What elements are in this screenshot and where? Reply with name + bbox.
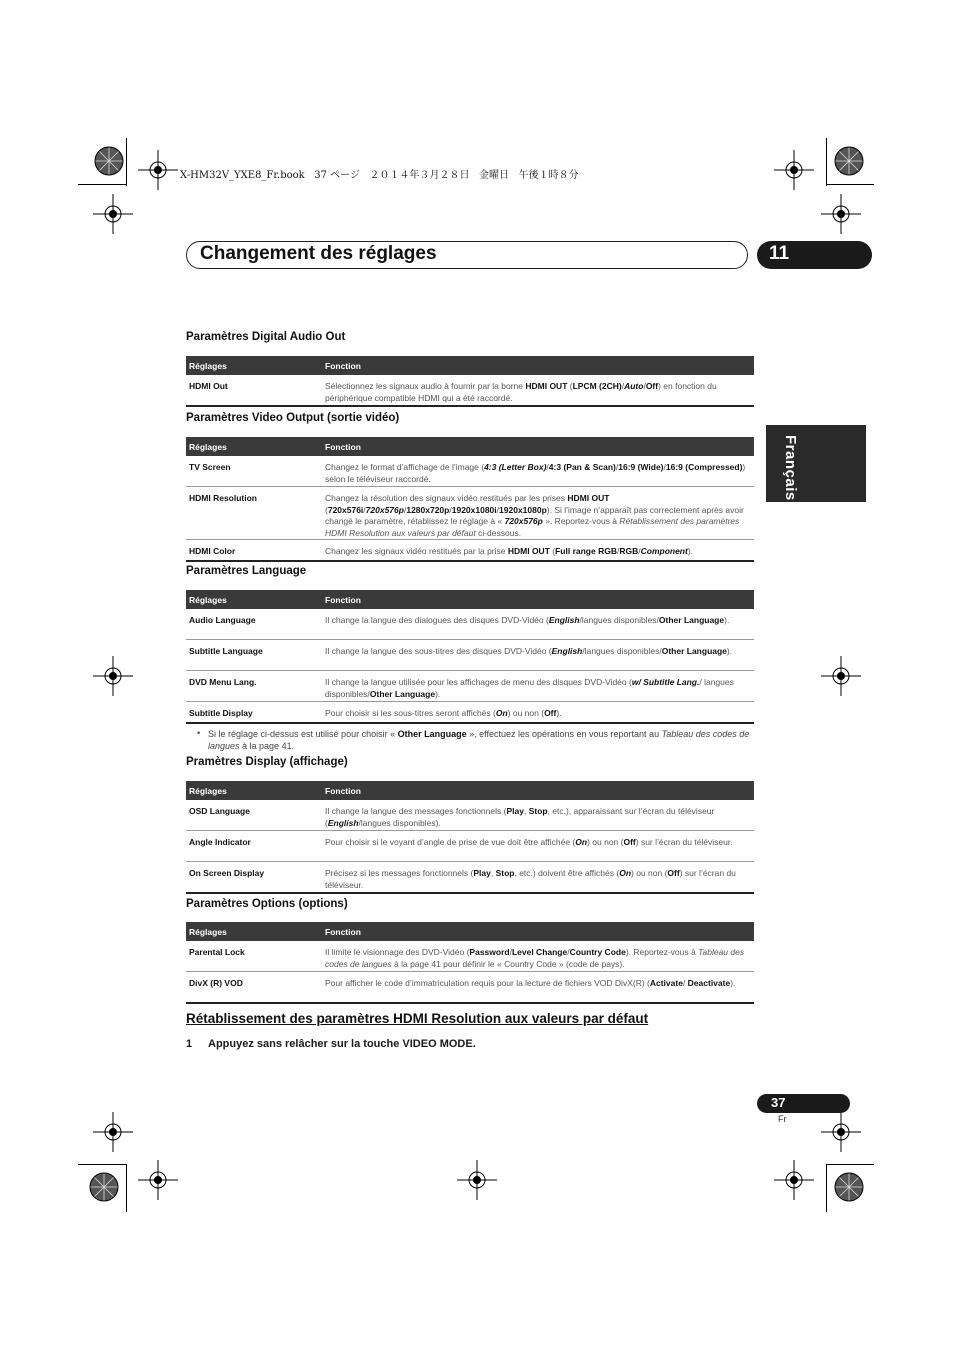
crop-line [826,1164,827,1212]
reset-heading: Rétablissement des paramètres HDMI Resolution aux valeurs par défaut [186,1011,649,1026]
language-side-tab [766,425,866,502]
crop-line [78,184,126,185]
col-header-fonction: Fonction [325,927,361,937]
crosshair-mark-icon [93,656,133,696]
row-value: Changez le format d’affichage de l’image (4:3 (Letter Box)/4:3 (Pan & Scan)/16:9 (Wide)/16:9 (Compressed)) selon le téléviseur raccordé. [325,462,746,484]
col-header-fonction: Fonction [325,442,361,452]
row-key: DVD Menu Lang. [189,677,257,687]
row-value: Changez la résolution des signaux vidéo restitués par les prises HDMI OUT (720x576i/720x576p/1280x720p/1920x1080i/1920x1080p). Si l’image n’apparaît pas correctement après avoir changé le paramètre, rétablissez le réglage à « 720x576p ». Reportez-vous à Rétablissement des paramètres HDMI Resolution aux valeurs par défaut ci-dessous. [325,493,744,538]
chapter-number: 11 [769,243,790,264]
crosshair-mark-icon [821,656,861,696]
row-value: Pour afficher le code d’immatriculation requis pour la lecture de fichiers VOD DivX(R) (Activate/ Deactivate). [325,978,736,988]
crosshair-mark-icon [774,1160,814,1200]
col-header-reglages: Réglages [189,361,227,371]
section-heading-language: Paramètres Language [186,565,307,577]
col-header-reglages: Réglages [189,595,227,605]
table-header [186,590,754,609]
page-language: Fr [778,1114,787,1124]
row-key: DivX (R) VOD [189,978,243,988]
book-info: X-HM32V_YXE8_Fr.book 37 ページ ２０１４年３月２８日 金曜日 午後１時８分 [180,170,579,181]
registration-mark-icon [81,1164,127,1210]
table-video-output [186,437,754,562]
table-row [186,640,754,671]
registration-mark-icon [826,138,872,184]
crop-line [826,138,827,186]
table-header [186,922,754,941]
note-bullet: • [197,728,201,738]
row-key: HDMI Out [189,381,228,391]
col-header-fonction: Fonction [325,786,361,796]
row-value: Il change la langue des messages fonctionnels (Play, Stop, etc.), apparaissant sur l’écran du téléviseur (English/langues disponibles). [325,806,715,828]
table-row [186,540,754,562]
note-text: Si le réglage ci-dessus est utilisé pour choisir « Other Language », effectuez les opérations en vous reportant au Tableau des codes de langues à la page 41. [208,729,750,751]
table-row [186,800,754,831]
crop-line [126,138,127,186]
row-key: HDMI Resolution [189,493,257,503]
page-number: 37 [771,1095,786,1110]
crosshair-mark-icon [821,1112,861,1152]
col-header-reglages: Réglages [189,927,227,937]
section-heading-video-output: Paramètres Video Output (sortie vidéo) [186,412,400,424]
table-row [186,671,754,702]
row-key: Subtitle Display [189,708,253,718]
table-header [186,356,754,375]
row-value: Changez les signaux vidéo restitués par la prise HDMI OUT (Full range RGB/RGB/Component). [325,546,694,556]
row-value: Il change la langue des dialogues des disques DVD-Vidéo (English/langues disponibles/Other Language). [325,615,730,625]
crop-line [826,184,874,185]
chapter-number-bar [757,241,872,269]
table-options [186,922,754,1004]
chapter-title-bar [186,241,748,269]
crosshair-mark-icon [138,150,178,190]
table-header [186,437,754,456]
table-header [186,781,754,800]
table-row [186,702,754,724]
row-key: Parental Lock [189,947,245,957]
col-header-reglages: Réglages [189,442,227,452]
row-value: Pour choisir si les sous-titres seront affichés (On) ou non (Off). [325,708,562,718]
col-header-reglages: Réglages [189,786,227,796]
crosshair-mark-icon [93,194,133,234]
table-digital-audio [186,356,754,407]
col-header-fonction: Fonction [325,595,361,605]
crop-line [126,1164,127,1212]
row-key: On Screen Display [189,868,265,878]
section-heading-digital-audio: Paramètres Digital Audio Out [186,331,346,343]
chapter-title: Changement des réglages [200,243,437,264]
row-key: TV Screen [189,462,231,472]
step-text: Appuyez sans relâcher sur la touche VIDEO MODE. [208,1038,476,1050]
crosshair-mark-icon [821,194,861,234]
registration-mark-icon [826,1164,872,1210]
crosshair-mark-icon [774,150,814,190]
table-row [186,456,754,487]
row-key: HDMI Color [189,546,236,556]
crop-line [826,1164,874,1165]
crosshair-mark-icon [457,1160,497,1200]
row-key: Audio Language [189,615,256,625]
row-key: OSD Language [189,806,250,816]
table-row [186,862,754,894]
section-heading-options: Paramètres Options (options) [186,898,348,910]
table-row [186,487,754,540]
row-key: Angle Indicator [189,837,251,847]
row-value: Pour choisir si le voyant d’angle de prise de vue doit être affichée (On) ou non (Off) sur l’écran du téléviseur. [325,837,733,847]
table-row [186,831,754,862]
col-header-fonction: Fonction [325,361,361,371]
table-language [186,590,754,724]
row-value: Sélectionnez les signaux audio à fournir par la borne HDMI OUT (LPCM (2CH)/Auto/Off) en fonction du périphérique compatible HDMI qui a été raccordé. [325,381,717,403]
row-value: Il change la langue utilisée pour les affichages de menu des disques DVD-Vidéo (w/ Subtitle Lang./ langues disponibles/Other Language). [325,677,734,699]
table-row [186,375,754,407]
table-row [186,609,754,640]
section-heading-display: Pramètres Display (affichage) [186,756,348,768]
crosshair-mark-icon [138,1160,178,1200]
row-value: Il change la langue des sous-titres des disques DVD-Vidéo (English/langues disponibles/Other Language). [325,646,733,656]
page-number-bar [757,1094,850,1113]
row-key: Subtitle Language [189,646,263,656]
crosshair-mark-icon [93,1112,133,1152]
crop-line [78,1164,126,1165]
step-number: 1 [186,1038,193,1050]
table-row [186,972,754,1004]
row-value: Précisez si les messages fonctionnels (Play, Stop, etc.) doivent être affichés (On) ou non (Off) sur l’écran du téléviseur. [325,868,736,890]
row-value: Il limite le visionnage des DVD-Vidéo (Password/Level Change/Country Code). Reportez-vous à Tableau des codes de langues à la page 41 pour définir le « Country Code » (code de pays). [325,947,745,969]
language-side-tab-label: Français [782,435,799,501]
table-row [186,941,754,972]
table-display [186,781,754,894]
